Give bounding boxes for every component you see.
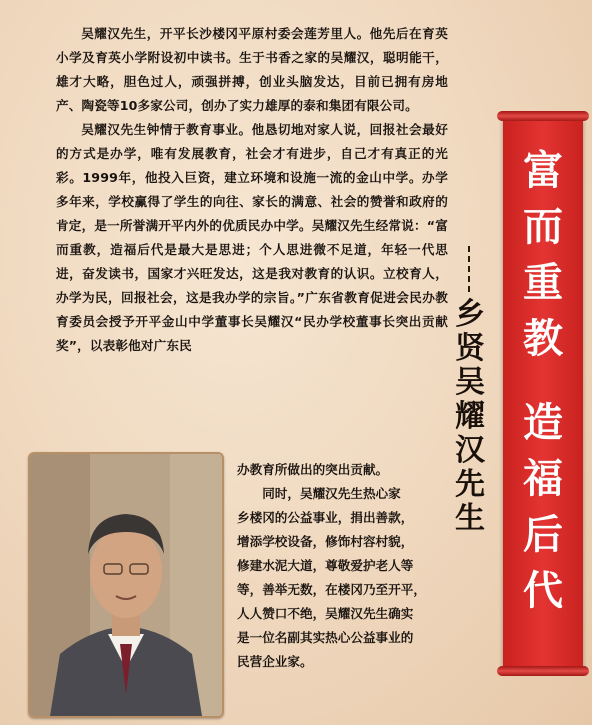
wrap-line: 是一位名副其实热心公益事业的 [237, 630, 414, 645]
wrap-line: 修建水泥大道，尊敬爱护老人等 [237, 558, 414, 573]
article-paragraph-1: 吴耀汉先生，开平长沙楼冈平原村委会莲芳里人。他先后在育英小学及育英小学附设初中读书。生于书香之家的吴耀汉，聪明能干，雄才大略，胆色过人，顽强拼搏，创业头脑发达，目前已拥有房地产、陶瓷等10多家公司，创办了实力雄厚的泰和集团有限公司。 [56, 26, 448, 113]
wrap-line: 办教育所做出的突出贡献。 [237, 462, 389, 477]
wrap-line: 等，善举无数，在楼冈乃至开平， [237, 582, 426, 597]
subtitle-dash-divider [468, 246, 472, 292]
wrap-line: 人人赞口不绝，吴耀汉先生确实 [237, 606, 414, 621]
banner-char: 而 [523, 203, 563, 250]
banner-char: 代 [523, 567, 563, 614]
article-body [56, 22, 448, 358]
subtitle-vertical [452, 298, 488, 536]
wrap-line: 乡楼冈的公益事业，捐出善款， [237, 510, 414, 525]
subtitle-char: 贤 [455, 331, 485, 366]
wrap-line: 同时，吴耀汉先生热心家 [237, 486, 401, 501]
subtitle-char: 吴 [455, 365, 485, 400]
subtitle-char: 先 [455, 467, 485, 502]
wrapped-text-beside-photo [237, 458, 453, 674]
portrait-illustration [30, 454, 222, 716]
banner-scroll-top [497, 111, 589, 121]
wrap-line: 民营企业家。 [237, 654, 313, 669]
red-title-banner [503, 117, 583, 670]
wrap-line: 增添学校设备，修饰村容村貌， [237, 534, 414, 549]
subtitle-char: 汉 [455, 433, 485, 468]
banner-char: 福 [523, 455, 563, 502]
subtitle-char: 乡 [455, 297, 485, 332]
banner-char: 教 [523, 315, 563, 362]
article-paragraph-2: 吴耀汉先生钟情于教育事业。他恳切地对家人说，回报社会最好的方式是办学，唯有发展教育，社会才有进步，自己才有真正的光彩。1999年，他投入巨资，建立环境和设施一流的金山中学。办学多年来，学校赢得了学生的向往、家长的满意、社会的赞誉和政府的肯定，是一所誉满开平内外的优质民办中学。吴耀汉先生经常说：“富而重教，造福后代是最大是思进；个人思进微不足道，年轻一代思进，奋发读书，国家才兴旺发达，这是我对教育的认识。立校育人，办学为民，回报社会，这是我办学的宗旨。”广东省教育促进会民办教育委员会授予开平金山中学董事长吴耀汉“民办学校董事长突出贡献奖”，以表彰他对广东民 [56, 122, 448, 353]
banner-title [503, 143, 583, 619]
banner-char: 造 [523, 399, 563, 446]
banner-scroll-bottom [497, 666, 589, 676]
subtitle-char: 生 [455, 501, 485, 536]
subtitle-char: 耀 [455, 399, 485, 434]
banner-char: 重 [523, 259, 563, 306]
banner-char: 后 [523, 511, 563, 558]
portrait-photo [28, 452, 224, 718]
banner-char: 富 [523, 147, 563, 194]
